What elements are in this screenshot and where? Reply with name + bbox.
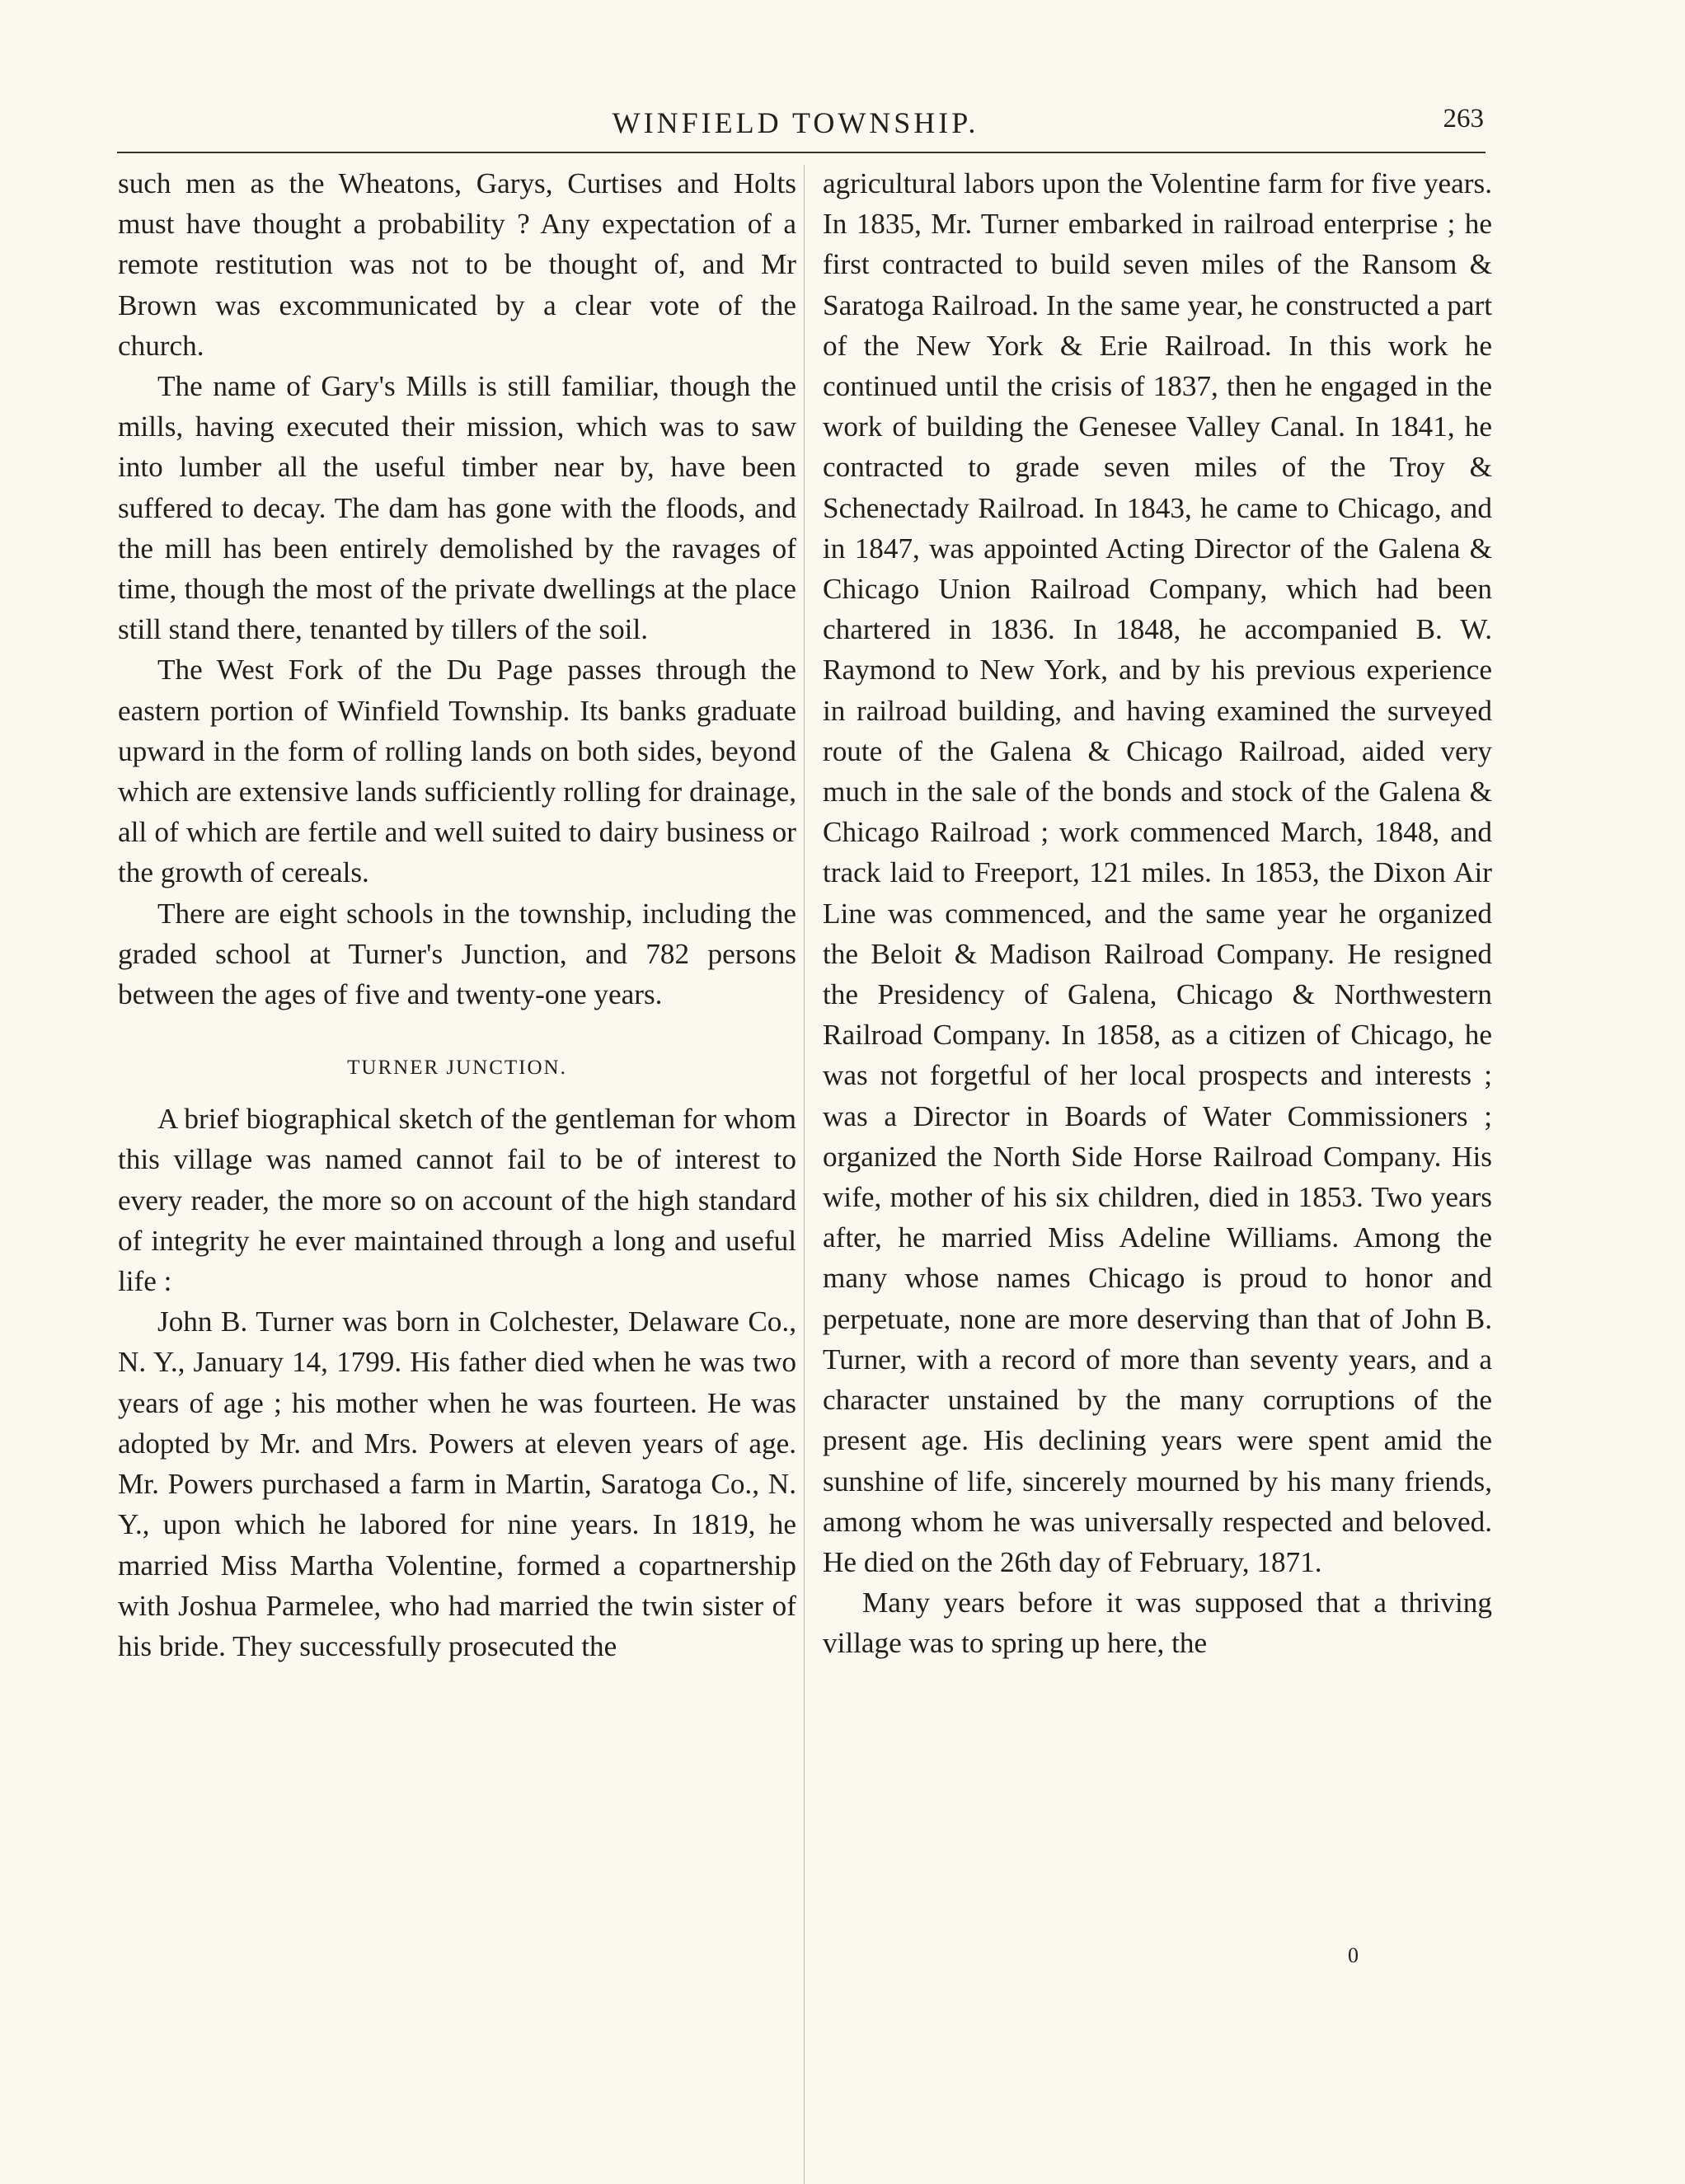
paragraph: Many years before it was supposed that a thriving village was to spring up here, the	[823, 1586, 1492, 1660]
paragraph: John B. Turner was born in Colchester, Delaware Co., N. Y., January 14, 1799. His father died when he was two years of age ; his mother when he was fourteen. He was adopted by Mr. and Mrs. Powers at eleven years of age. Mr. Powers purchased a farm in Martin, Saratoga Co., N. Y., upon which he labored for nine years. In 1819, he married Miss Martha Volentine, formed a copartnership with Joshua Parmelee, who had married the twin sister of his bride. They successfully prosecuted the	[118, 1305, 796, 1662]
paragraph: There are eight schools in the township, including the graded school at Turner's Junction, and 782 persons between the ages of five and twenty-one years.	[118, 897, 796, 1011]
page-number: 263	[1443, 104, 1484, 134]
section-heading: TURNER JUNCTION.	[347, 1057, 567, 1080]
paragraph: A brief biographical sketch of the gentleman for whom this village was named cannot fail to be of interest to every reader, the more so on account of the high standard of integrity he ever maintained through a long and useful life :	[118, 1103, 796, 1298]
header-rule	[117, 152, 1486, 153]
paragraph: such men as the Wheatons, Garys, Curtises and Holts must have thought a probability ? Any expectation of a remote restitution was not to be thought of, and Mr Brown was excommunicated by a clear vote of the church.	[118, 167, 796, 362]
paragraph: agricultural labors upon the Volentine farm for five years. In 1835, Mr. Turner embarked in railroad enterprise ; he first contracted to build seven miles of the Ransom & Saratoga Railroad. In the same year, he constructed a part of the New York & Erie Railroad. In this work he continued until the crisis of 1837, then he engaged in the work of building the Genesee Valley Canal. In 1841, he contracted to grade seven miles of the Troy & Schenectady Railroad. In 1843, he came to Chicago, and in 1847, was appointed Acting Director of the Galena & Chicago Union Railroad Company, which had been chartered in 1836. In 1848, he accompanied B. W. Raymond to New York, and by his previous experience in railroad building, and having examined the surveyed route of the Galena & Chicago Railroad, aided very much in the sale of the bonds and stock of the Galena & Chicago Railroad ; work commenced March, 1848, and track laid to Freeport, 121 miles. In 1853, the Dixon Air Line was commenced, and the same year he organized the Beloit & Madison Railroad Company. He resigned the Presidency of Galena, Chicago & Northwestern Railroad Company. In 1858, as a citizen of Chicago, he was not forgetful of her local prospects and interests ; was a Director in Boards of Water Commissioners ; organized the North Side Horse Railroad Company. His wife, mother of his six children, died in 1853. Two years after, he married Miss Adeline Williams. Among the many whose names Chicago is proud to honor and perpetuate, none are more deserving than that of John B. Turner, with a record of more than seventy years, and a character unstained by the many corruptions of the present age. His declining years were spent amid the sunshine of life, sincerely mourned by his many friends, among whom he was universally respected and beloved. He died on the 26th day of February, 1871.	[823, 167, 1492, 1578]
paragraph: The name of Gary's Mills is still familiar, though the mills, having executed their mission, which was to saw into lumber all the useful timber near by, have been suffered to decay. The dam has gone with the floods, and the mill has been entirely demolished by the ravages of time, though the most of the private dwellings at the place still stand there, tenanted by tillers of the soil.	[118, 370, 796, 646]
left-column	[118, 163, 796, 1666]
paragraph: The West Fork of the Du Page passes through the eastern portion of Winfield Township. Its banks graduate upward in the form of rolling lands on both sides, beyond which are extensive lands sufficiently rolling for drainage, all of which are fertile and well suited to dairy business or the growth of cereals.	[118, 654, 796, 889]
signature-mark: 0	[1348, 1943, 1359, 1967]
right-column	[823, 163, 1492, 1664]
page-header	[107, 97, 1484, 147]
column-divider	[804, 165, 805, 2184]
running-title: WINFIELD TOWNSHIP.	[612, 106, 979, 139]
